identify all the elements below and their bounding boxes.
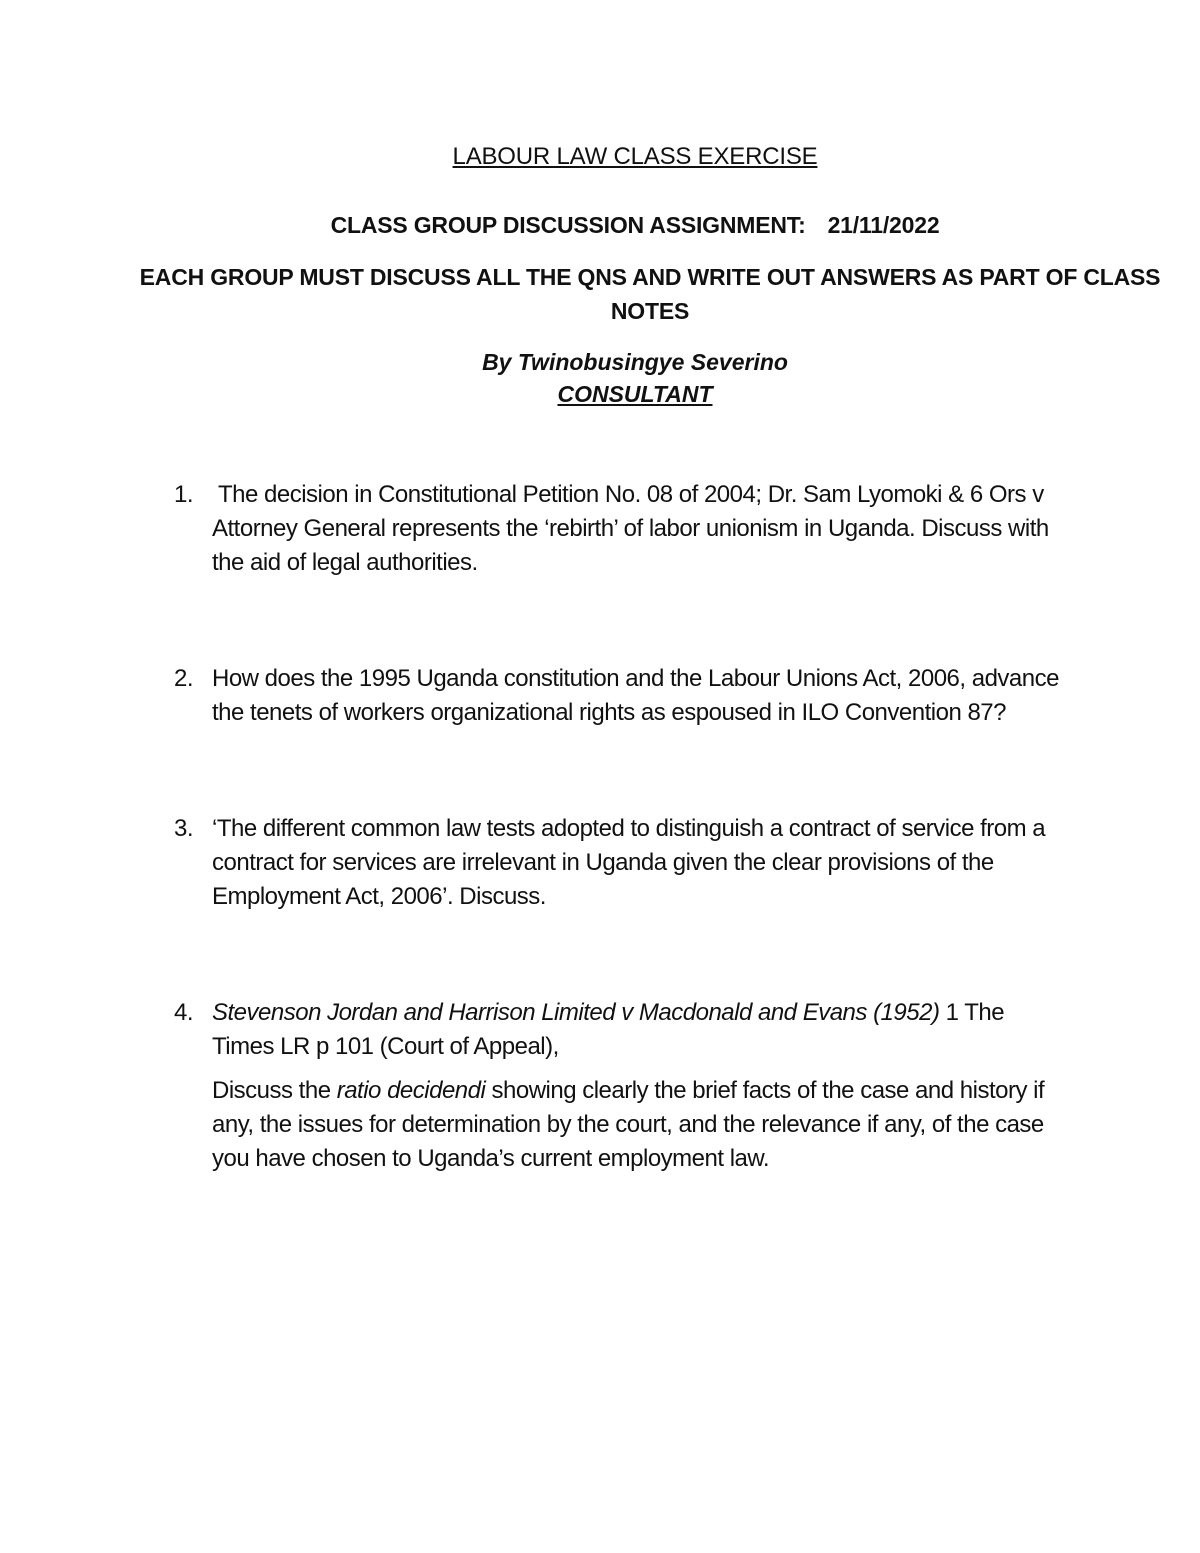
question-number: 2. (174, 665, 194, 692)
assignment-label: CLASS GROUP DISCUSSION ASSIGNMENT: (330, 212, 806, 238)
question-number: 3. (174, 815, 194, 842)
question-text (212, 1074, 1070, 1176)
question-text: ‘The different common law tests adopted to distinguish a contract of service from a contract for services are irrelevant in Uganda given the clear provisions of the Employment Act, 2006’. Discuss. (212, 815, 1046, 910)
question-list (170, 478, 1070, 1176)
author-block (0, 346, 1200, 410)
discuss-prefix: Discuss the (212, 1077, 337, 1104)
author-role: CONSULTANT (557, 381, 713, 407)
discuss-term: ratio decidendi (336, 1077, 486, 1104)
assignment-line (0, 212, 1200, 239)
question-item (170, 662, 1070, 730)
question-item (170, 812, 1070, 914)
group-instructions: EACH GROUP MUST DISCUSS ALL THE QNS AND WRITE OUT ANSWERS AS PART OF CLASS NOTES (139, 264, 1161, 324)
question-item (170, 996, 1070, 1176)
question-number: 1. (174, 481, 194, 508)
assignment-date: 21/11/2022 (827, 212, 940, 238)
case-reference (212, 996, 1070, 1064)
case-name: Stevenson Jordan and Harrison Limited v Macdonald and Evans (1952) (212, 999, 940, 1026)
question-text: The decision in Constitutional Petition No. 08 of 2004; Dr. Sam Lyomoki & 6 Ors v Attorney General represents the ‘rebirth’ of labor unionism in Uganda. Discuss with the aid of legal authorities. (212, 481, 1049, 576)
case-citation: 1 The Times LR p 101 (Court of Appeal), (212, 999, 1005, 1060)
document-title: LABOUR LAW CLASS EXERCISE (452, 143, 818, 170)
discuss-rest: showing clearly the brief facts of the case and history if any, the issues for determination by the court, and the relevance if any, of the case you have chosen to Uganda’s current employment law. (212, 1077, 1045, 1172)
question-item (170, 478, 1070, 580)
question-text: How does the 1995 Uganda constitution and the Labour Unions Act, 2006, advance the tenets of workers organizational rights as espoused in ILO Convention 87? (212, 665, 1059, 726)
author-name: By Twinobusingye Severino (482, 349, 788, 375)
question-number: 4. (174, 999, 194, 1026)
